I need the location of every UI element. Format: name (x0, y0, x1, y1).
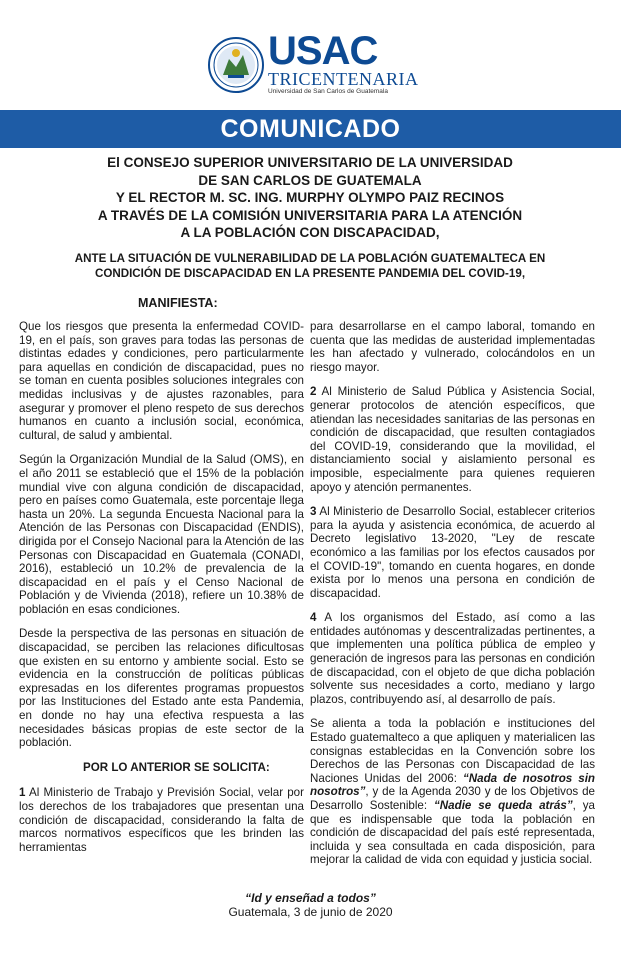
closing-text: , y de la Agenda 2030 y de los Objetivos de Desarrollo Sostenible: (310, 785, 595, 812)
item-text: Al Ministerio de Desarrollo Social, establecer criterios para la ayuda y asistencia económica, de acuerdo al Decreto legislativo 13-2020, "Ley de rescate económico a las familias por los efectos causados por el COVID-19", tomando en cuenta hogares, en donde exista por lo menos una persona en condición de discapacidad. (310, 505, 595, 600)
intro-line: A LA POBLACIÓN CON DISCAPACIDAD, (180, 225, 440, 240)
manifiesta-heading: MANIFIESTA: (138, 296, 218, 310)
item-number: 3 (310, 505, 317, 519)
brand-subtitle: TRICENTENARIA (268, 69, 419, 89)
solicita-heading: POR LO ANTERIOR SE SOLICITA: (83, 760, 270, 774)
left-column (19, 320, 304, 865)
place-date: Guatemala, 3 de junio de 2020 (228, 905, 393, 919)
request-item-3 (310, 505, 595, 600)
item-text: Al Ministerio de Trabajo y Previsión Social, velar por los derechos de los trabajadores que presentan una condición de discapacidad, considerando la falta de marcos normativos específicos que les brinden las herramientas (19, 786, 304, 854)
intro-subheading (70, 251, 550, 281)
item-text: Al Ministerio de Salud Pública y Asistencia Social, generar protocolos de atención específicos, que atiendan las necesidades sanitarias de las personas en condición de discapacidad, que resulten contagiados del COVID-19, considerando que la movilidad, el distanciamiento social y aislamiento personal es imposible, especialmente para quienes requieren apoyo y atención permanentes. (310, 385, 595, 494)
right-column (310, 320, 595, 878)
motto: “Id y enseñad a todos” (245, 891, 376, 905)
intro-line: A TRAVÉS DE LA COMISIÓN UNIVERSITARIA PARA LA ATENCIÓN (97, 207, 523, 223)
request-item-2 (310, 385, 595, 494)
intro-line: DE SAN CARLOS DE GUATEMALA (198, 172, 422, 188)
brand-tagline: Universidad de San Carlos de Guatemala (268, 88, 388, 95)
header (0, 0, 621, 110)
banner-title: COMUNICADO (0, 110, 621, 148)
brand-logo (268, 29, 419, 96)
closing-paragraph (310, 717, 595, 867)
paragraph: Que los riesgos que presenta la enfermedad COVID-19, en el país, son graves para todas las personas de distintas edades y condiciones, pero particularmente para aquellas en condición de discapacidad, pues no se toman en cuenta posibles soluciones integrales con medidas inclusivas y de ajustes razonables, para asegurar y promover el pleno respeto de sus derechos humanos en cuanto a inclusión social, económica, cultural, de salud y ambiental. (19, 320, 304, 442)
item-number: 4 (310, 611, 317, 625)
request-item-1 (19, 786, 304, 854)
intro-line: Y EL RECTOR M. SC. ING. MURPHY OLYMPO PAIZ RECINOS (115, 190, 505, 205)
closing-text: Se alienta a toda la población e instituciones del Estado guatemalteco a que apliquen y materialicen las consignas establecidas en la Convención sobre los Derechos de las Personas con Discapacidad de las Naciones Unidas del 2006: (310, 717, 595, 785)
brand-name: USAC (268, 29, 378, 73)
item-number: 1 (19, 786, 26, 800)
item-number: 2 (310, 385, 317, 399)
paragraph: Según la Organización Mundial de la Salud (OMS), en el año 2011 se estableció que el 15% de la población mundial vive con alguna condición de discapacidad, pero en países como Guatemala, este porcentaje llega hasta un 20%. La segunda Encuesta Nacional para la Atención de las Personas con Discapacidad (ENDIS), dirigida por el Consejo Nacional para la Atención de las Personas con Discapacidad en Guatemala (CONADI, 2016), estableció un 10.2% de prevalencia de la discapacidad en el país y el Censo Nacional de Población y de Vivienda (2018), refiere un 10.38% de población en esas condiciones. (19, 453, 304, 616)
paragraph: para desarrollarse en el campo laboral, tomando en cuenta que las medidas de austeridad implementadas les han afectado y vulnerado, colocándolos en un riesgo mayor. (310, 320, 595, 374)
item-text: A los organismos del Estado, así como a las entidades autónomas y descentralizadas pertinentes, a que implementen una política pública de empleo y generación de ingresos para las personas en condición de discapacidad, con el objeto de que dicha población solvente sus necesidades a corto, mediano y largo plazos, contribuyendo así, al desarrollo de país. (310, 611, 595, 706)
request-item-4 (310, 611, 595, 706)
university-seal-icon (208, 37, 264, 93)
intro-subheading-line: ANTE LA SITUACIÓN DE VULNERABILIDAD DE LA POBLACIÓN GUATEMALTECA EN (74, 252, 546, 265)
quote-nada-de-nosotros: “Nada de nosotros sin nosotros” (310, 771, 596, 799)
intro-heading (60, 154, 560, 242)
paragraph: Desde la perspectiva de las personas en situación de discapacidad, se perciben las relaciones dificultosas que existen en su entorno y ambiente social. Esto se evidencia en la construcción de políticas públicas expresadas en los diferentes programas propuestos por las Instituciones del Estado ante esta Pandemia, en donde no hay una efectiva respuesta a las necesidades básicas propias de este sector de la población. (19, 627, 304, 750)
quote-nadie-se-queda-atras: “Nadie se queda atrás” (434, 799, 573, 812)
intro-line: El CONSEJO SUPERIOR UNIVERSITARIO DE LA UNIVERSIDAD (107, 155, 513, 170)
closing-text: , ya que es indispensable que toda la población en condición de discapacidad del país esté representada, incluida y sea consultada en cada disposición, para mejorar la calidad de vida con equidad y justicia social. (310, 799, 595, 867)
intro-subheading-line: CONDICIÓN DE DISCAPACIDAD EN LA PRESENTE PANDEMIA DEL COVID-19, (94, 267, 526, 280)
footer (0, 891, 621, 919)
